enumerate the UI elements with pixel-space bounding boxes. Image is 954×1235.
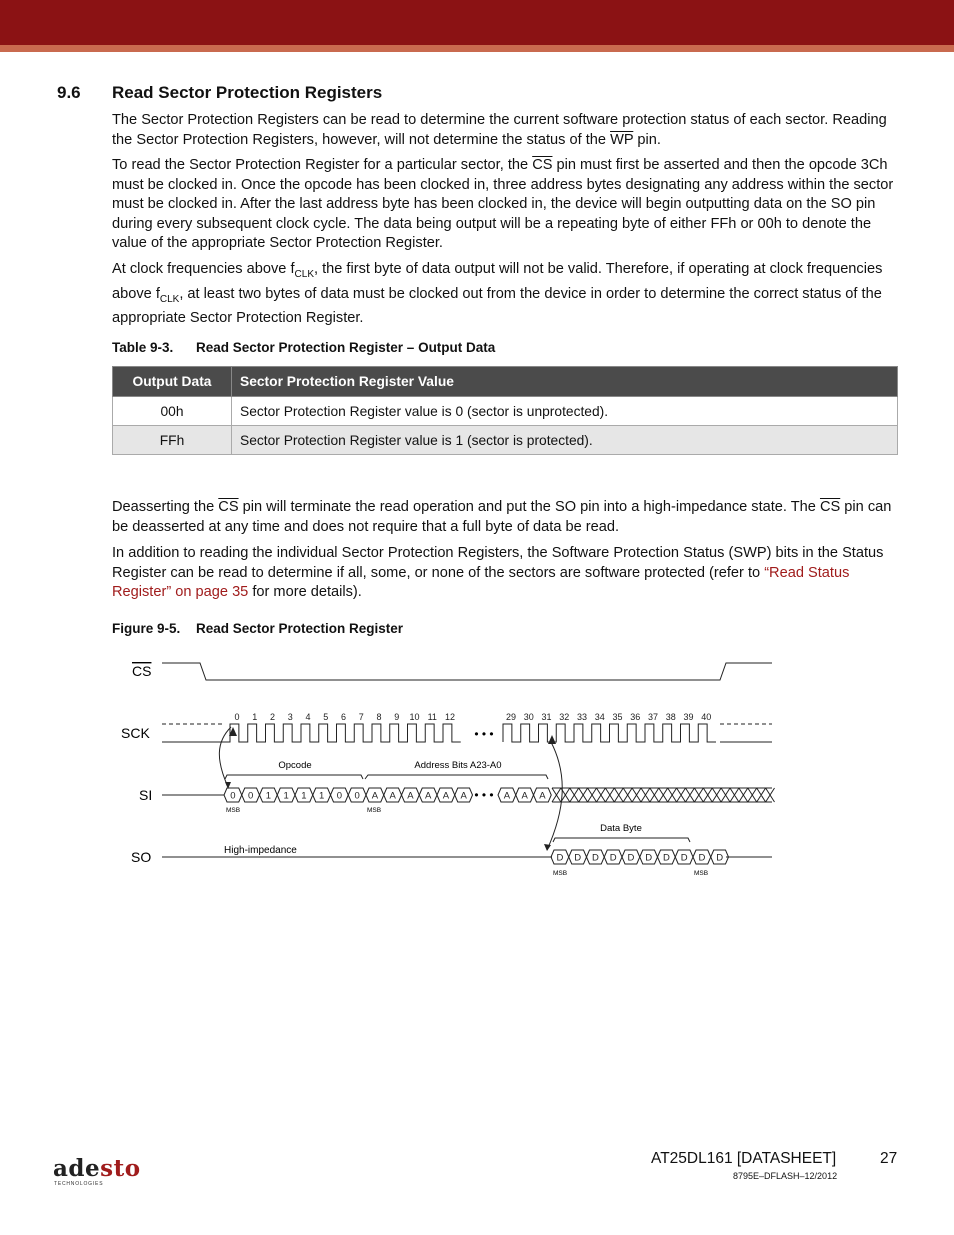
- clock-number: 2: [269, 712, 276, 722]
- address-bit-label: A: [407, 790, 414, 802]
- page-number: 27: [880, 1150, 898, 1167]
- cs-waveform: [162, 663, 772, 680]
- clock-number: 11: [427, 712, 437, 722]
- data-byte-label: Data Byte: [600, 823, 642, 834]
- clock-number: 39: [683, 712, 694, 722]
- figure-caption: Figure 9-5. Read Sector Protection Register: [112, 621, 404, 636]
- sck-ellipsis: • • •: [474, 727, 494, 741]
- cs-label: CS: [132, 663, 152, 679]
- data-bit-label: D: [698, 852, 706, 864]
- clock-number: 29: [505, 712, 517, 722]
- table-row: 00h Sector Protection Register value is 0 (sector is unprotected).: [113, 397, 898, 426]
- address-bracket: [365, 775, 548, 779]
- clock-number: 31: [541, 712, 552, 722]
- footer-title: AT25DL161 [DATASHEET]: [651, 1150, 837, 1167]
- table-row: FFh Sector Protection Register value is 1 (sector is protected).: [113, 426, 898, 455]
- data-bit-label: D: [609, 852, 617, 864]
- clock-number: 8: [376, 712, 382, 722]
- opcode-bit-label: 0: [247, 790, 254, 802]
- clock-number: 32: [559, 712, 570, 722]
- data-bit-label: D: [627, 852, 635, 864]
- clock-number: 1: [252, 712, 258, 722]
- si-ellipsis: • • •: [474, 788, 494, 802]
- clock-number: 9: [394, 712, 400, 722]
- clock-number: 33: [576, 712, 588, 722]
- so-label: SO: [131, 849, 152, 865]
- opcode-bit-label: 0: [354, 790, 360, 802]
- clock-number: 38: [665, 712, 676, 722]
- opcode-bracket: [225, 775, 363, 779]
- data-bit-label: D: [680, 852, 688, 864]
- output-data-table: [112, 366, 898, 455]
- data-bit-label: D: [591, 852, 599, 864]
- address-bit-label: A: [539, 790, 546, 802]
- data-byte-bracket: [553, 838, 690, 842]
- address-bit-label: A: [389, 790, 396, 802]
- opcode-bit-label: 0: [230, 790, 236, 802]
- clock-number: 30: [523, 712, 534, 722]
- opcode-msb: MSB: [225, 807, 241, 814]
- paragraph-3: At clock frequencies above $f_{CLK}$, the first byte of data output will not be valid. Therefore, if operating at clock frequencies above $f_{CLK}$, at least two bytes of data must be clocked out from the device in order to determine the correct status of the appropriate Sector Protection Register.: [112, 261, 883, 326]
- read-status-register-link[interactable]: “Read Status Register” on page 35: [112, 564, 850, 601]
- data-bit-label: D: [645, 852, 653, 864]
- clock-number: 40: [701, 712, 712, 722]
- table-header: Sector Protection Register Value: [232, 367, 898, 397]
- sck-label: SCK: [121, 725, 150, 741]
- data-bit-label: D: [716, 852, 724, 864]
- header-bar: [0, 0, 954, 45]
- si-hatch-lines: [552, 788, 775, 802]
- opcode-bit-label: 0: [336, 790, 343, 802]
- address-bit-label: A: [371, 790, 379, 802]
- opcode-bit-label: 1: [283, 790, 289, 802]
- section-title: Read Sector Protection Registers: [112, 83, 383, 102]
- address-bit-label: A: [442, 790, 450, 802]
- address-bit-label: A: [424, 790, 432, 802]
- timing-diagram: [0, 650, 954, 890]
- clock-number: 12: [444, 712, 456, 722]
- clock-number: 4: [305, 712, 311, 722]
- cs-signal: $\overline{CS}$: [532, 157, 553, 173]
- address-msb: MSB: [366, 807, 382, 814]
- address-bit-label: A: [521, 790, 528, 802]
- si-label: SI: [139, 787, 153, 803]
- adesto-logo: adesto: [53, 1155, 141, 1182]
- address-label: Address Bits A23-A0: [414, 760, 502, 771]
- data-bit-label: D: [574, 852, 582, 864]
- paragraph-5: In addition to reading the individual Sector Protection Registers, the Software Protection Status (SWP) bits in the Status Register can be read to determine if all, some, or none of the sectors are software protected (refer to “Read Status Register” on page 35 for more details).: [112, 545, 884, 601]
- clock-number: 6: [340, 712, 347, 722]
- opcode-bit-label: 1: [265, 790, 272, 802]
- section-number: 9.6: [57, 83, 81, 102]
- high-impedance-label: High-impedance: [224, 845, 297, 856]
- clock-31-arrow: [547, 742, 562, 850]
- sck-waveform: [224, 724, 716, 742]
- clock-number: 34: [594, 712, 605, 722]
- doc-number: 8795E–DFLASH–12/2012: [733, 1171, 838, 1181]
- clock-number: 3: [287, 712, 293, 722]
- clock-number: 5: [323, 712, 329, 722]
- data-bit-label: D: [662, 852, 670, 864]
- clock-number: 10: [409, 712, 420, 722]
- clock-number: 37: [647, 712, 659, 722]
- paragraph-4: Deasserting the $\overline{CS}$ pin will terminate the read operation and put the SO pin into a high-impedance state. The $\overline{CS}$ pin can be deasserted at any time and does not require that a full byte of data be read.: [112, 499, 892, 535]
- data-msb-2: MSB: [693, 870, 709, 877]
- address-bit-label: A: [460, 790, 467, 802]
- clock-number: 35: [612, 712, 623, 722]
- si-dont-care: [552, 788, 775, 802]
- data-bit-label: D: [556, 852, 564, 864]
- paragraph-2: To read the Sector Protection Register for a particular sector, the $\overline{CS}$ pin must first be asserted and then the opcode 3Ch must be clocked in. Once the opcode has been clocked in, three address bytes designating any address within the sector must be clocked in. After the last address byte has been clocked in, the device will begin outputting data on the SO pin during every subsequent clock cycle. The data being output will be a repeating byte of either FFh or 00h to denote the value of the appropriate Sector Protection Register.: [112, 157, 894, 252]
- table-caption: Table 9-3. Read Sector Protection Register – Output Data: [112, 340, 496, 355]
- paragraph-1: The Sector Protection Registers can be read to determine the current software protection status of each sector. Reading the Sector Protection Registers, however, will not determine the status of the $\overline{WP}$ pin.: [112, 112, 887, 148]
- opcode-bit-label: 1: [318, 790, 325, 802]
- clock-numbers: [234, 712, 711, 722]
- wp-signal: $\overline{WP}$: [610, 131, 634, 148]
- opcode-bit-label: 1: [301, 790, 307, 802]
- sck-pulses: [224, 724, 461, 742]
- table-header: Output Data: [113, 367, 232, 397]
- clock-number: 36: [630, 712, 641, 722]
- header-accent-bar: [0, 45, 954, 52]
- sck-pulses: [503, 724, 716, 742]
- address-bit-label: A: [503, 790, 511, 802]
- data-msb-1: MSB: [552, 870, 568, 877]
- si-bit-cells: [224, 788, 551, 802]
- clock-number: 7: [358, 712, 364, 722]
- logo-subtitle: TECHNOLOGIES: [54, 1181, 104, 1187]
- clock-number: 0: [234, 712, 240, 722]
- opcode-label: Opcode: [278, 760, 312, 771]
